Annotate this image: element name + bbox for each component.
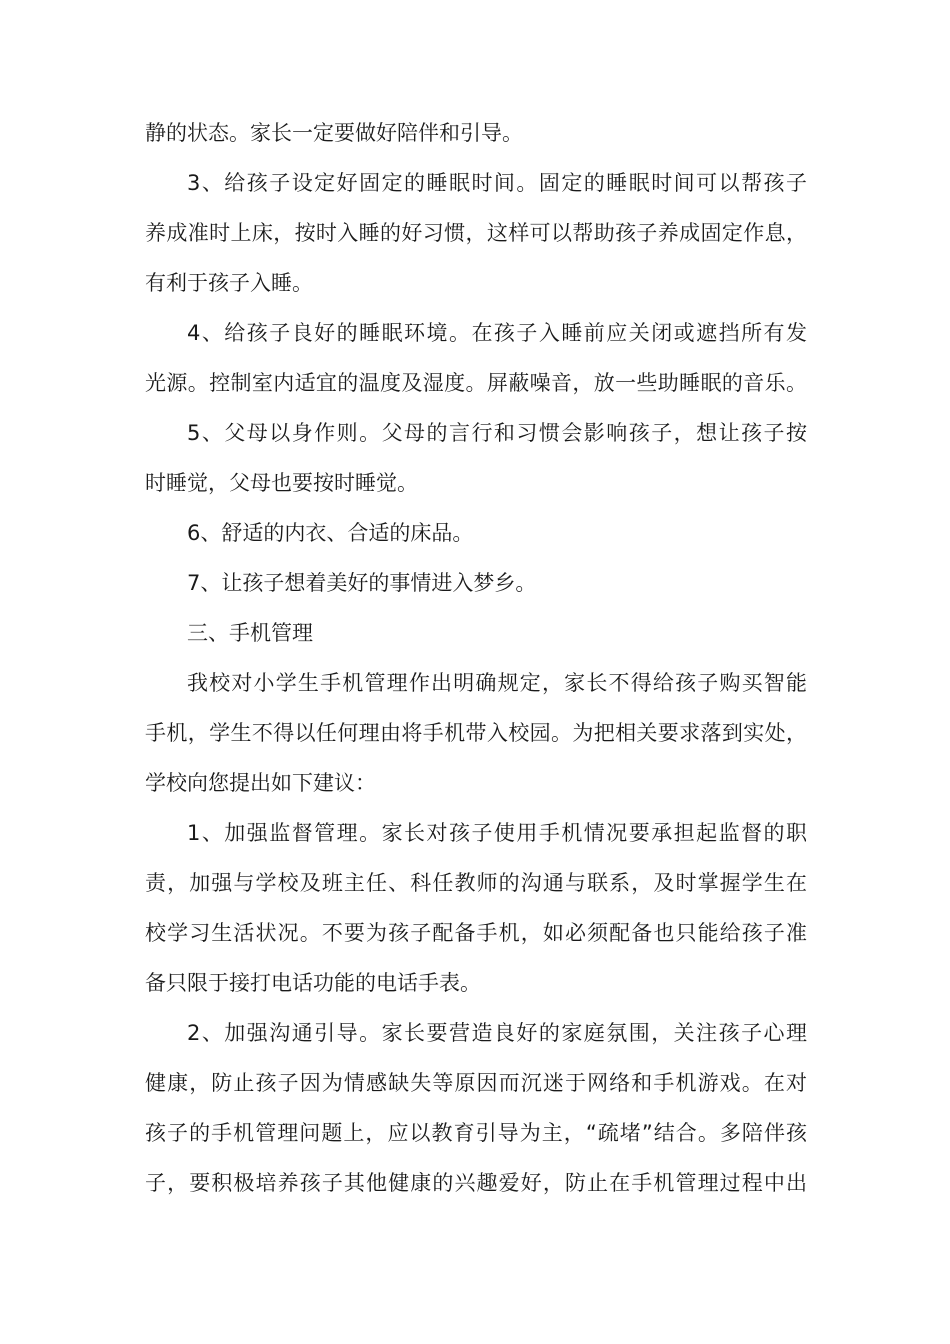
text-line: 7、让孩子想着美好的事情进入梦乡。 — [187, 571, 537, 595]
text-line: 学校向您提出如下建议： — [145, 771, 376, 795]
text-line: 子，要积极培养孩子其他健康的兴趣爱好，防止在手机管理过程中出 — [145, 1171, 807, 1195]
text-line: 静的状态。家长一定要做好陪伴和引导。 — [145, 121, 523, 145]
text-line: 责，加强与学校及班主任、科任教师的沟通与联系，及时掌握学生在 — [145, 871, 807, 895]
text-line: 5、父母以身作则。父母的言行和习惯会影响孩子，想让孩子按 — [187, 421, 807, 445]
text-line: 1、加强监督管理。家长对孩子使用手机情况要承担起监督的职 — [187, 821, 807, 845]
text-line: 有利于孩子入睡。 — [145, 271, 313, 295]
text-line: 4、给孩子良好的睡眠环境。在孩子入睡前应关闭或遮挡所有发 — [187, 321, 807, 345]
text-line: 光源。控制室内适宜的温度及湿度。屏蔽噪音，放一些助睡眠的音乐。 — [145, 371, 807, 395]
section-heading: 三、手机管理 — [187, 621, 313, 645]
text-line: 孩子的手机管理问题上，应以教育引导为主，“疏堵”结合。多陪伴孩 — [145, 1121, 807, 1145]
text-line: 6、舒适的内衣、合适的床品。 — [187, 521, 474, 545]
text-line: 备只限于接打电话功能的电话手表。 — [145, 971, 481, 995]
text-line: 手机，学生不得以任何理由将手机带入校园。为把相关要求落到实处， — [145, 721, 807, 745]
text-line: 3、给孩子设定好固定的睡眠时间。固定的睡眠时间可以帮孩子 — [187, 171, 807, 195]
text-line: 我校对小学生手机管理作出明确规定，家长不得给孩子购买智能 — [187, 671, 807, 695]
text-line: 校学习生活状况。不要为孩子配备手机，如必须配备也只能给孩子准 — [145, 921, 807, 945]
text-line: 健康，防止孩子因为情感缺失等原因而沉迷于网络和手机游戏。在对 — [145, 1071, 807, 1095]
text-line: 2、加强沟通引导。家长要营造良好的家庭氛围，关注孩子心理 — [187, 1021, 807, 1045]
text-line: 养成准时上床，按时入睡的好习惯，这样可以帮助孩子养成固定作息， — [145, 221, 807, 245]
text-line: 时睡觉，父母也要按时睡觉。 — [145, 471, 418, 495]
document-body — [145, 108, 807, 1208]
